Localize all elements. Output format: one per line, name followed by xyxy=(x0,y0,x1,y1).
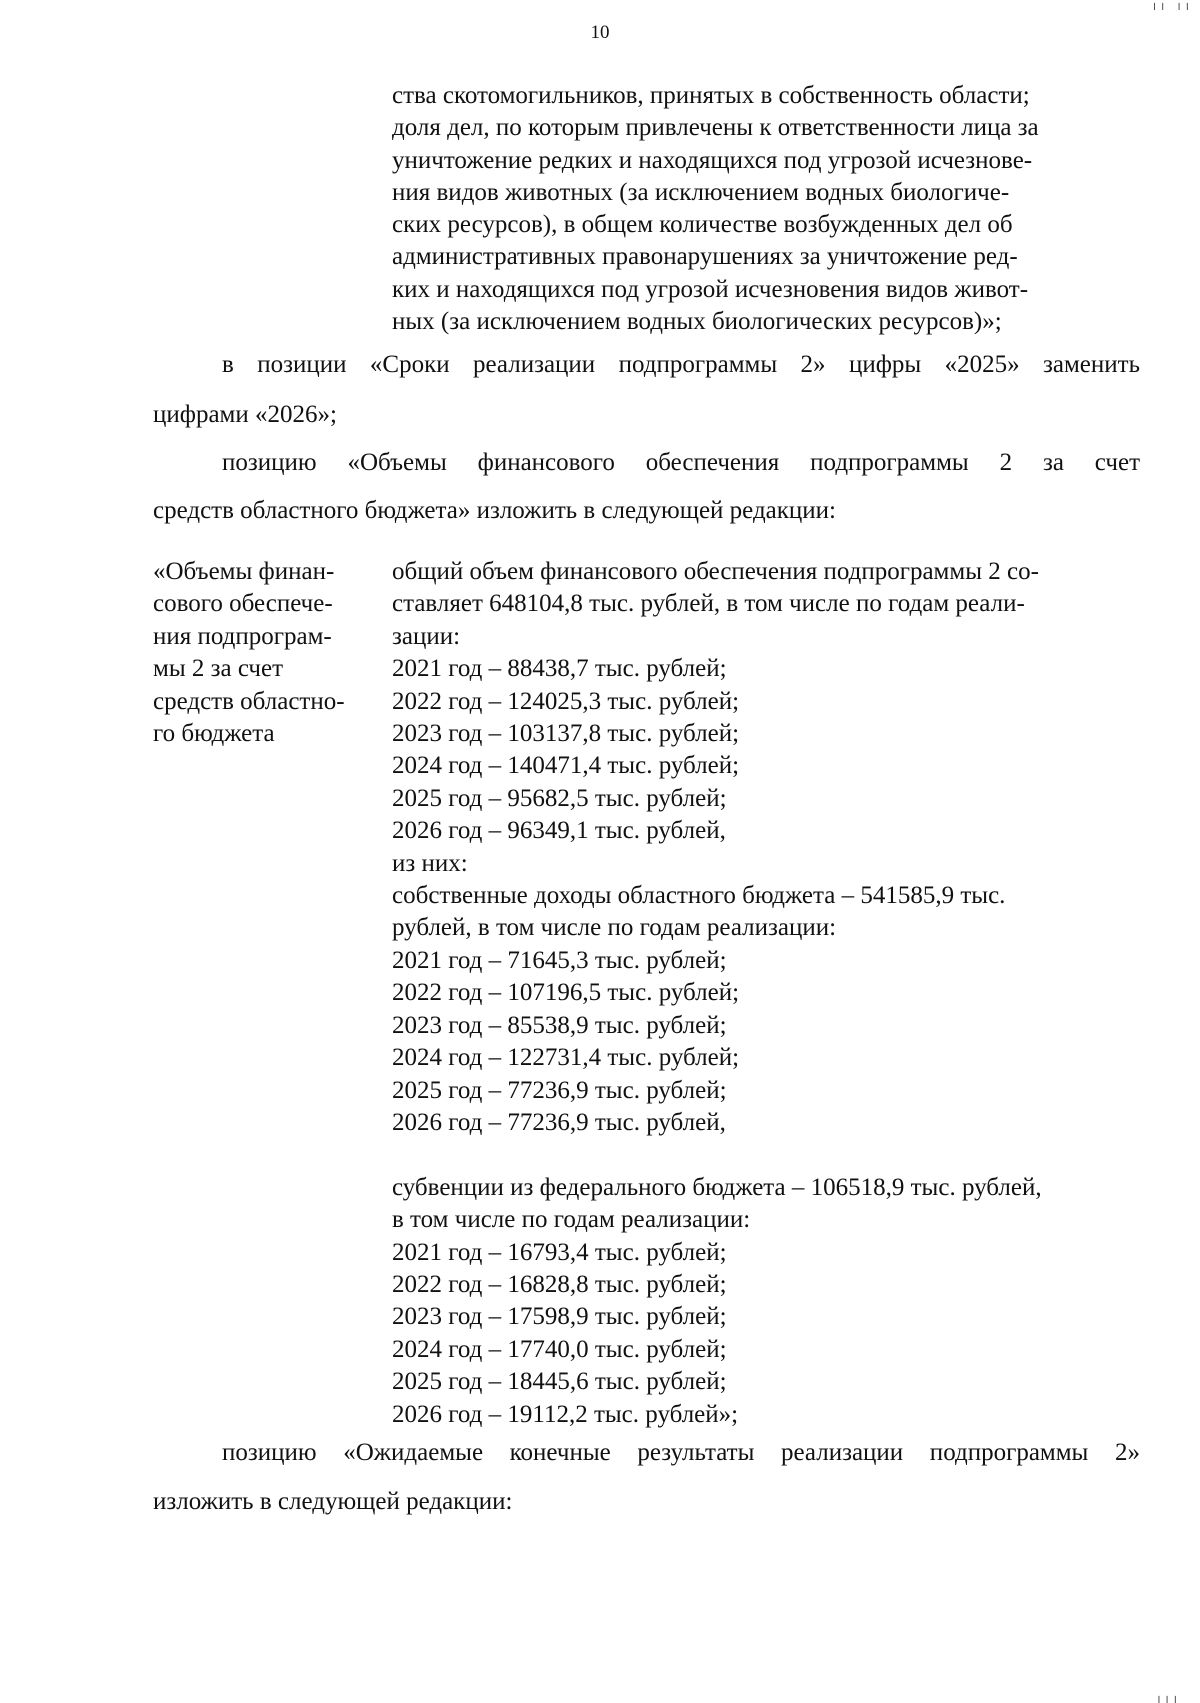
subvention-year-line: 2025 год – 18445,6 тыс. рублей; xyxy=(392,1368,727,1396)
own-year-line: 2023 год – 85538,9 тыс. рублей; xyxy=(392,1011,727,1039)
page-number: 10 xyxy=(590,22,610,43)
own-year-line: 2024 год – 122731,4 тыс. рублей; xyxy=(392,1044,740,1072)
total-line: ставляет 648104,8 тыс. рублей, в том числе по годам реали- xyxy=(392,590,1025,618)
total-year-line: 2026 год – 96349,1 тыс. рублей, xyxy=(392,817,726,845)
subvention-line: субвенции из федерального бюджета – 106518,9 тыс. рублей, xyxy=(392,1173,1042,1201)
paragraph-ozhid-line1: позицию «Ожидаемые конечные результаты реализации подпрограммы 2» xyxy=(222,1439,1140,1466)
own-year-line: 2025 год – 77236,9 тыс. рублей; xyxy=(392,1076,727,1104)
subvention-year-line: 2024 год – 17740,0 тыс. рублей; xyxy=(392,1335,727,1363)
total-line: общий объем финансового обеспечения подпрограммы 2 со- xyxy=(392,558,1039,585)
paragraph-sroki-line1: в позиции «Сроки реализации подпрограммы 2» цифры «2025» заменить xyxy=(222,351,1140,378)
text-line: уничтожение редких и находящихся под угрозой исчезнове- xyxy=(392,146,1033,174)
paragraph-sroki-line2: цифрами «2026»; xyxy=(153,401,337,428)
paragraph-ozhid-line2: изложить в следующей редакции: xyxy=(153,1488,513,1515)
own-year-line: 2026 год – 77236,9 тыс. рублей, xyxy=(392,1108,726,1136)
text-line: сового обеспече- xyxy=(153,590,333,618)
text-line: ных (за исключением водных биологических ресурсов)»; xyxy=(392,308,1002,336)
total-line: зации: xyxy=(392,622,461,650)
own-revenue-line: собственные доходы областного бюджета – 541585,9 тыс. xyxy=(392,882,1006,910)
scan-mark-bottom: ╷╷╷ xyxy=(1155,1689,1180,1703)
text-line: ния видов животных (за исключением водных биологиче- xyxy=(392,178,1010,206)
text-line: ства скотомогильников, принятых в собственность области; xyxy=(392,82,1030,109)
total-year-line: 2022 год – 124025,3 тыс. рублей; xyxy=(392,687,740,715)
financing-table-left-cell xyxy=(153,556,373,750)
subvention-year-line: 2022 год – 16828,8 тыс. рублей; xyxy=(392,1270,727,1298)
own-year-line: 2021 год – 71645,3 тыс. рублей; xyxy=(392,946,727,974)
text-line: го бюджета xyxy=(153,720,275,748)
subvention-year-line: 2021 год – 16793,4 тыс. рублей; xyxy=(392,1238,727,1266)
financing-table-right-cell xyxy=(392,556,1152,1431)
of-which-label: из них: xyxy=(392,849,468,877)
total-year-line: 2023 год – 103137,8 тыс. рублей; xyxy=(392,720,740,748)
text-line: ния подпрограм- xyxy=(153,622,332,650)
subvention-year-line: 2026 год – 19112,2 тыс. рублей»; xyxy=(392,1400,739,1428)
total-year-line: 2024 год – 140471,4 тыс. рублей; xyxy=(392,752,740,780)
text-line: ских ресурсов), в общем количестве возбужденных дел об xyxy=(392,211,1013,239)
scan-mark-top: ╷╷ ╷╷ xyxy=(1150,0,1192,10)
own-year-line: 2022 год – 107196,5 тыс. рублей; xyxy=(392,979,740,1007)
blank-line xyxy=(392,1139,1152,1171)
paragraph-obemy-line2: средств областного бюджета» изложить в следующей редакции: xyxy=(153,497,836,524)
text-line: «Объемы финан- xyxy=(153,558,335,585)
subvention-line: в том числе по годам реализации: xyxy=(392,1206,751,1234)
top-indicator-text xyxy=(392,80,1140,338)
text-line: доля дел, по которым привлечены к ответственности лица за xyxy=(392,114,1039,142)
text-line: ких и находящихся под угрозой исчезновения видов живот- xyxy=(392,275,1029,303)
paragraph-obemy-line1: позицию «Объемы финансового обеспечения подпрограммы 2 за счет xyxy=(222,449,1140,476)
text-line: средств областно- xyxy=(153,687,345,715)
total-year-line: 2025 год – 95682,5 тыс. рублей; xyxy=(392,784,727,812)
total-year-line: 2021 год – 88438,7 тыс. рублей; xyxy=(392,655,727,683)
subvention-year-line: 2023 год – 17598,9 тыс. рублей; xyxy=(392,1303,727,1331)
text-line: мы 2 за счет xyxy=(153,655,284,683)
text-line: административных правонарушениях за уничтожение ред- xyxy=(392,243,1018,271)
own-revenue-line: рублей, в том числе по годам реализации: xyxy=(392,914,837,942)
